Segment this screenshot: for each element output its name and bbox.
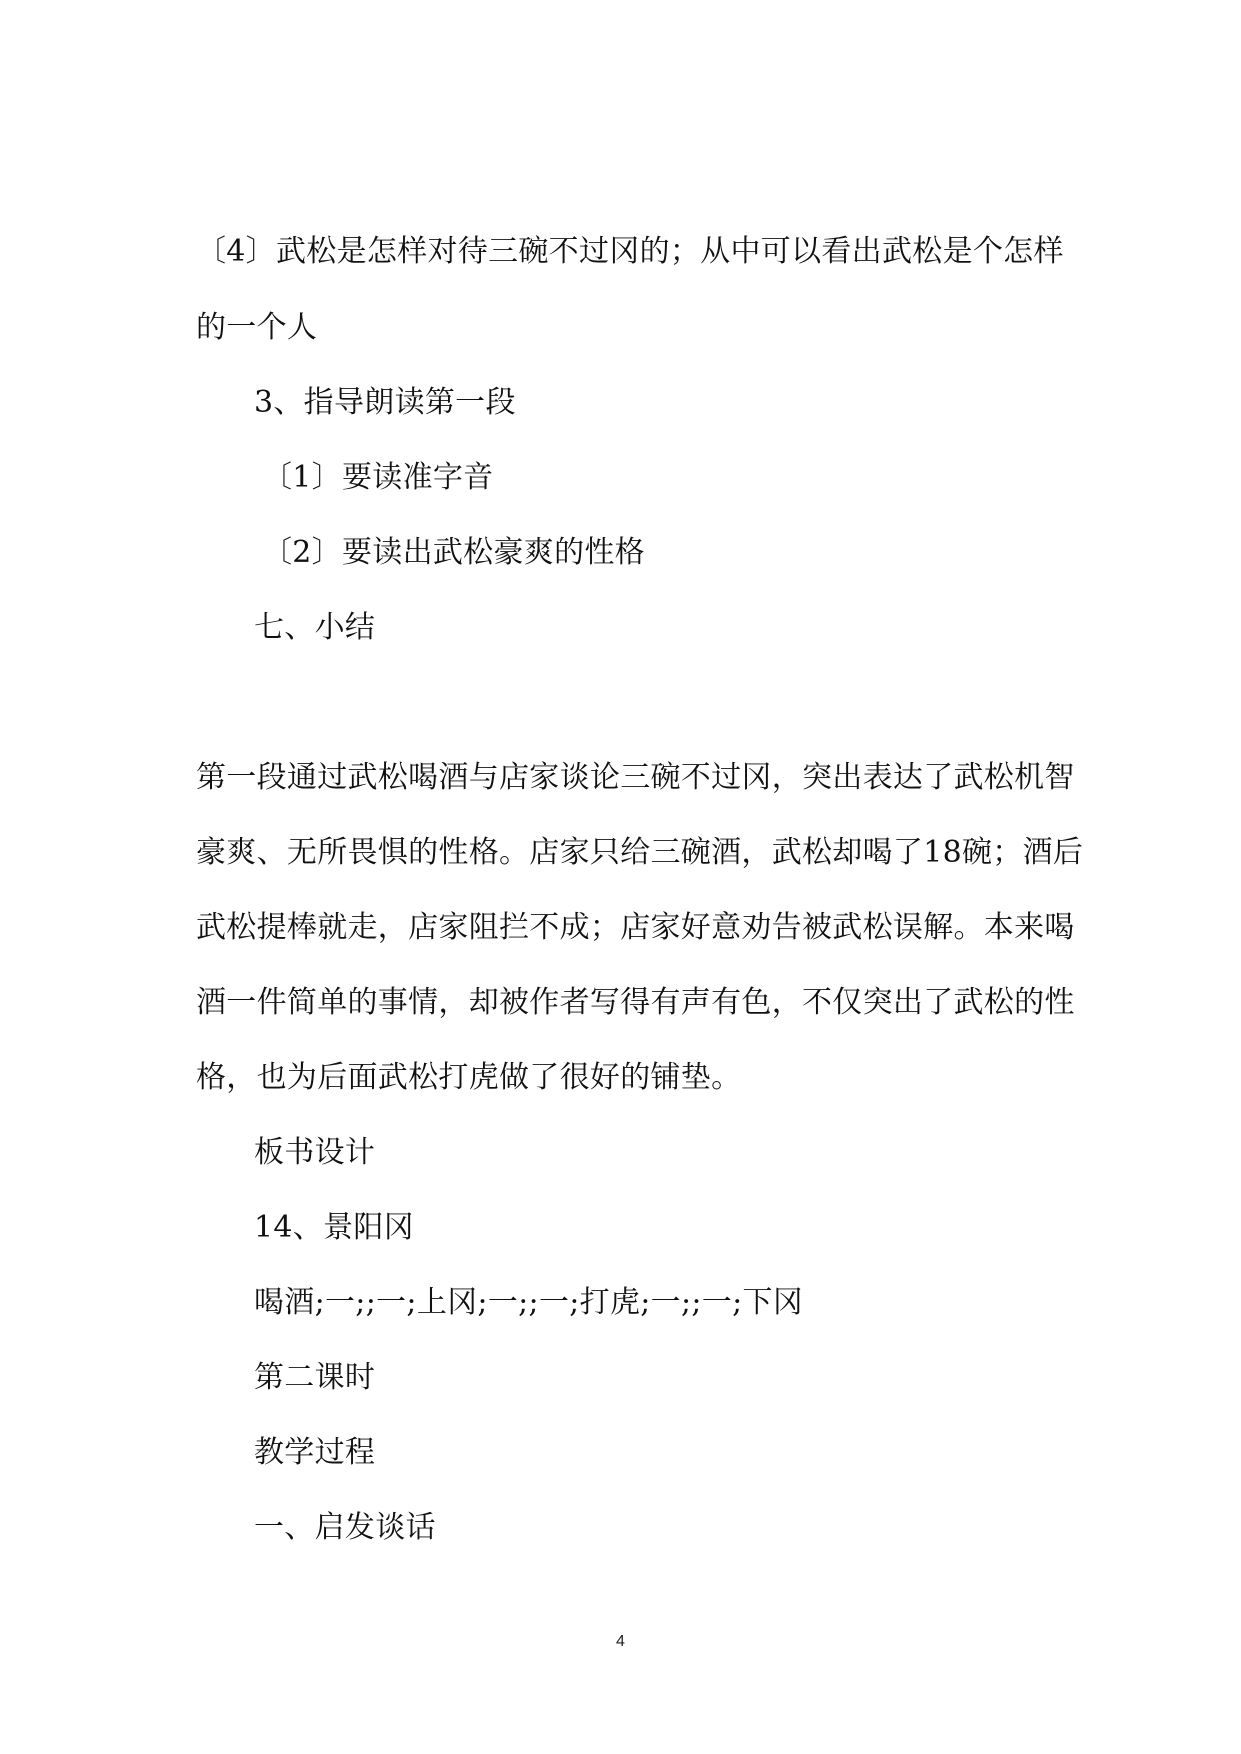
summary-paragraph-line-4: 酒一件简单的事情，却被作者写得有声有色，不仅突出了武松的性 <box>196 985 1075 1020</box>
heading-introduction-talk: 一、启发谈话 <box>254 1510 436 1545</box>
summary-paragraph-line-5: 格，也为后面武松打虎做了很好的铺垫。 <box>196 1060 742 1095</box>
summary-paragraph-line-1: 第一段通过武松喝酒与店家谈论三碗不过冈，突出表达了武松机智 <box>196 760 1075 795</box>
reading-point-2: 〔2〕要读出武松豪爽的性格 <box>262 535 645 570</box>
board-outline: 喝酒;一;;一;上冈;一;;一;打虎;一;;一;下冈 <box>254 1285 804 1320</box>
heading-second-period: 第二课时 <box>254 1360 376 1395</box>
question-4-line-2: 的一个人 <box>196 310 318 345</box>
heading-teaching-process: 教学过程 <box>254 1435 376 1470</box>
question-4-line-1: 〔4〕武松是怎样对待三碗不过冈的；从中可以看出武松是个怎样 <box>196 234 1064 269</box>
page-number: 4 <box>616 1633 625 1650</box>
heading-board-design: 板书设计 <box>254 1135 376 1170</box>
reading-point-1: 〔1〕要读准字音 <box>262 460 494 495</box>
lesson-title: 14、景阳冈 <box>254 1210 414 1245</box>
heading-summary: 七、小结 <box>254 610 376 645</box>
heading-guided-reading: 3、指导朗读第一段 <box>254 385 516 420</box>
summary-paragraph-line-3: 武松提棒就走，店家阻拦不成；店家好意劝告被武松误解。本来喝 <box>196 910 1075 945</box>
summary-paragraph-line-2: 豪爽、无所畏惧的性格。店家只给三碗酒，武松却喝了18碗；酒后 <box>196 835 1084 870</box>
